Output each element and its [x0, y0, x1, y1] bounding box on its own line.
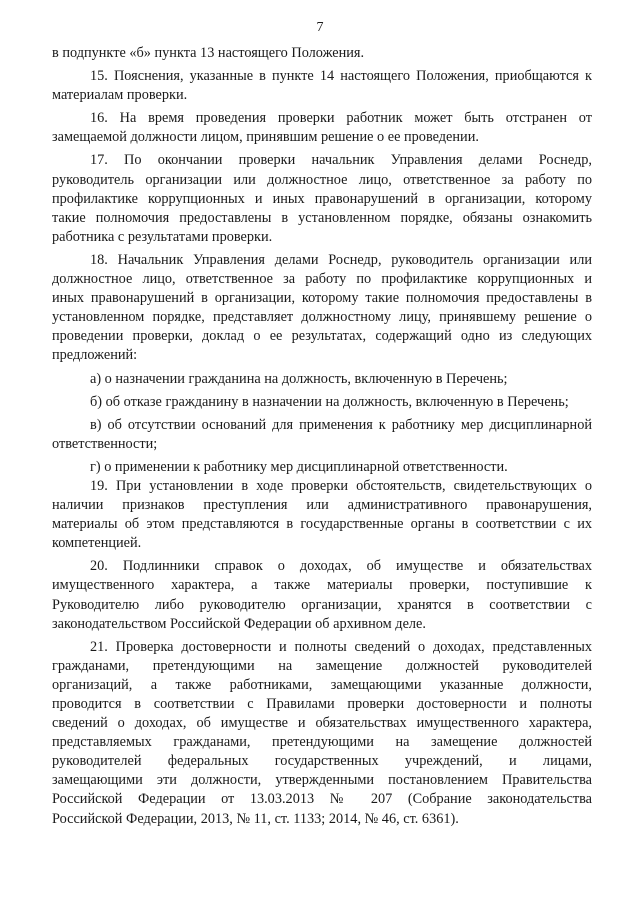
text-line: должностное лицо, ответственное за работу по профилактике коррупционных и	[52, 271, 592, 288]
text-line: г) о применении к работнику мер дисциплинарной ответственности.	[90, 458, 508, 475]
text-line: в подпункте «б» пункта 13 настоящего Положения.	[52, 45, 365, 61]
text-line: имущественного характера, а также материалы проверки, поступившие к	[52, 577, 592, 594]
text-line: б) об отказе гражданину в назначении на должность, включенную в Перечень;	[90, 393, 569, 410]
text-line: ответственности;	[52, 435, 158, 452]
text-line: организаций, а также работниками, замещающими указанные должности,	[52, 676, 592, 693]
document-body	[52, 44, 592, 829]
page-number: 7	[316, 20, 324, 35]
text-line: 17. По окончании проверки начальник Управления делами Роснедр,	[90, 152, 592, 169]
text-line: руководитель организации или должностное лицо, ответственное за работу по	[52, 171, 592, 188]
text-line: 21. Проверка достоверности и полноты сведений о доходах, представленных	[90, 638, 592, 655]
text-line: замещающими эти должности, утвержденными постановлением Правительства	[52, 772, 592, 789]
text-line: 15. Пояснения, указанные в пункте 14 настоящего Положения, приобщаются к	[90, 68, 592, 85]
text-line: замещаемой должности лицом, принявшим решение о ее проведении.	[52, 129, 479, 146]
text-line: проводится в соответствии с Правилами проверки достоверности и полноты	[52, 696, 592, 712]
text-line: а) о назначении гражданина на должность, включенную в Перечень;	[90, 370, 508, 387]
text-line: иных правонарушений в организации, которому такие полномочия предоставлены в	[52, 290, 592, 307]
text-line: профилактике коррупционных и иных правонарушений в организации, которому	[52, 190, 592, 207]
text-line: руководителей федеральных государственных учреждений, и лицами,	[52, 753, 592, 770]
text-line: законодательством Российской Федерации об архивном деле.	[52, 615, 426, 632]
text-line: 18. Начальник Управления делами Роснедр, руководитель организации или	[90, 251, 592, 268]
text-line: 16. На время проведения проверки работник может быть отстранен от	[90, 110, 592, 127]
text-line: Российской Федерации, 2013, № 11, ст. 1133; 2014, № 46, ст. 6361).	[52, 810, 459, 827]
text-line: гражданами, претендующими на замещение должностей руководителей	[52, 657, 592, 674]
text-line: 19. При установлении в ходе проверки обстоятельств, свидетельствующих о	[90, 477, 592, 494]
text-line: компетенцией.	[52, 535, 142, 552]
text-line: материалы об этом представляются в государственные органы в соответствии с их	[52, 516, 592, 533]
text-line: материалам проверки.	[52, 87, 188, 104]
text-line: в) об отсутствии оснований для применения к работнику мер дисциплинарной	[90, 416, 592, 433]
text-line: наличии признаков преступления или административного правонарушения,	[52, 497, 592, 514]
text-line: 20. Подлинники справок о доходах, об имуществе и обязательствах	[90, 558, 592, 575]
text-line: Руководителю либо руководителю организации, хранятся в соответствии с	[52, 596, 592, 613]
text-line: предложений:	[52, 347, 138, 364]
text-line: сведений о доходах, об имуществе и обязательствах имущественного характера,	[52, 715, 592, 732]
text-line: работника с результатами проверки.	[52, 228, 273, 245]
text-line: установленном порядке, представляет должностному лицу, принявшему решение о	[52, 309, 592, 326]
text-line: такие полномочия предоставлены в установленном порядке, обязаны ознакомить	[52, 209, 592, 226]
text-line: представляемых гражданами, претендующими на замещение должностей	[52, 734, 592, 751]
text-line: проведении проверки, доклад о ее результатах, содержащий одно из следующих	[52, 328, 592, 345]
text-line: Российской Федерации от 13.03.2013 № 207 (Собрание законодательства	[52, 791, 592, 808]
